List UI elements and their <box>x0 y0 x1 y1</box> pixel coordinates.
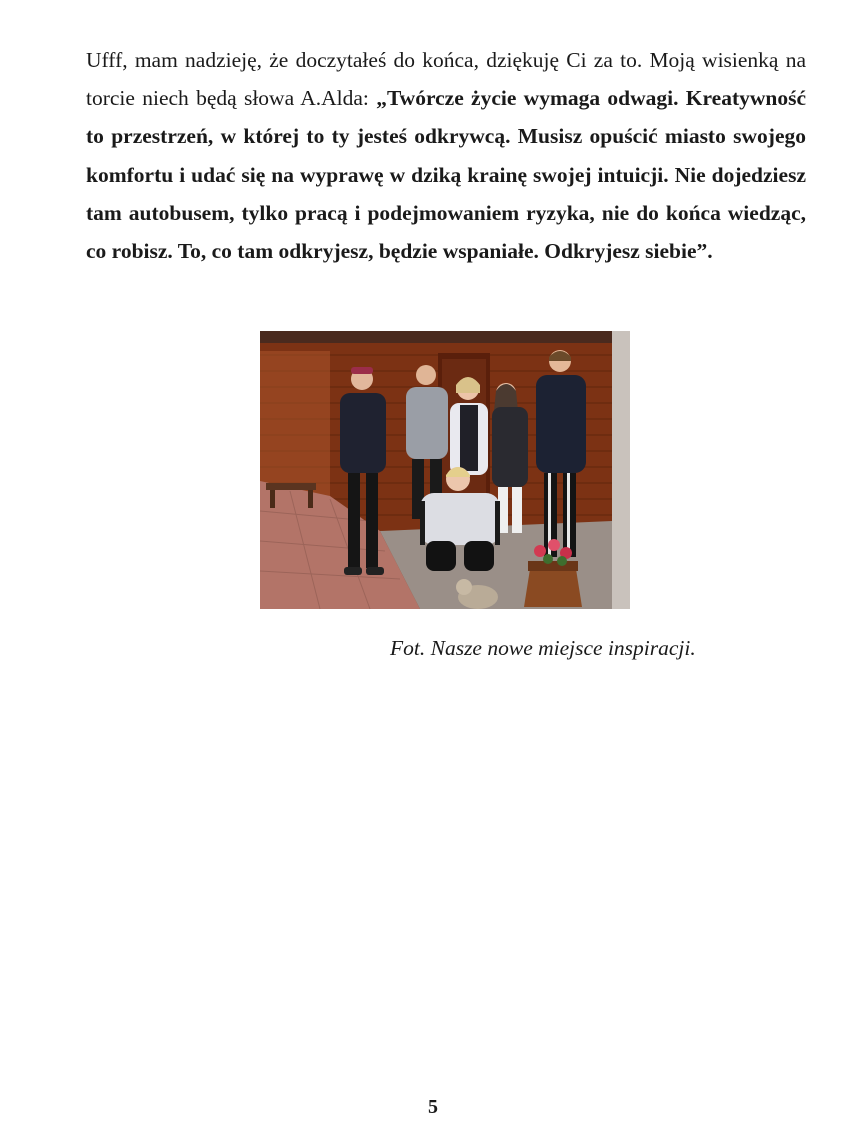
paragraph-quote: „Twórcze życie wymaga odwagi. Kreatywność to przestrzeń, w której to ty jesteś odkrywcą. Musisz opuścić miasto swojego komfortu i udać się na wyprawę w dziką krainę swojej intuicji. Nie dojedziesz tam autobusem, tylko pracą i podejmowaniem ryzyka, nie do końca wiedząc, co robisz. To, co tam odkryjesz, będzie wspaniałe. Odkryjesz siebie”. <box>86 86 806 264</box>
page-number: 5 <box>428 1096 438 1118</box>
body-paragraph <box>86 41 806 270</box>
photo-caption: Fot. Nasze nowe miejsce inspiracji. <box>390 636 696 660</box>
paragraph-intro: Ufff, mam nadzieję, że doczytałeś do końca, dziękuję Ci za to. Moją wisienką na torcie niech będą słowa A.Alda: <box>86 48 806 111</box>
group-photo-icon <box>260 331 630 609</box>
group-photo <box>260 331 630 609</box>
